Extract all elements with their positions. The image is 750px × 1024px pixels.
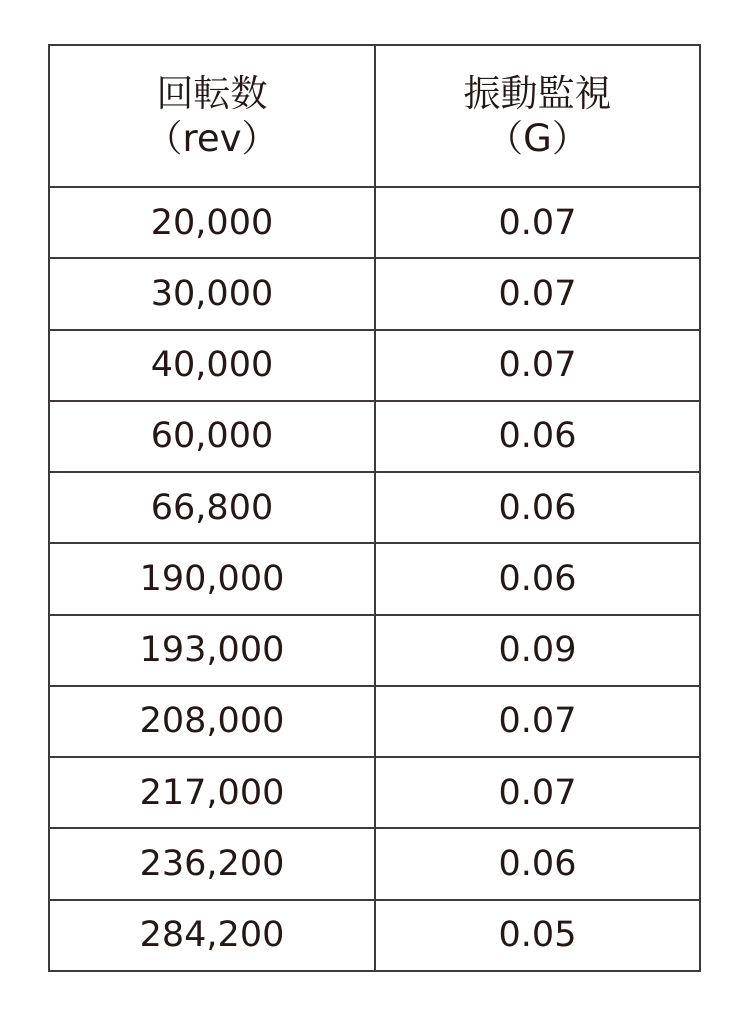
rotation-cell: 284,200: [49, 900, 375, 971]
vibration-cell: 0.07: [375, 757, 700, 828]
header-rotation-count: [49, 45, 375, 187]
header-vibration-title: 振動監視: [463, 71, 612, 115]
rotation-cell: 66,800: [49, 472, 375, 543]
rotation-cell: 208,000: [49, 686, 375, 757]
table-row: [49, 401, 700, 472]
rotation-cell: 30,000: [49, 258, 375, 329]
rotation-cell: 60,000: [49, 401, 375, 472]
rotation-cell: 217,000: [49, 757, 375, 828]
rotation-vibration-table: [48, 44, 701, 972]
header-vibration-unit: （G）: [486, 117, 589, 160]
table-row: [49, 472, 700, 543]
table-row: [49, 187, 700, 258]
table-row: [49, 900, 700, 971]
table-row: [49, 686, 700, 757]
header-vibration-monitor: [375, 45, 700, 187]
vibration-cell: 0.05: [375, 900, 700, 971]
table-row: [49, 258, 700, 329]
header-rotation-title: 回転数: [156, 71, 268, 115]
header-rotation-unit: （rev）: [145, 117, 279, 160]
rotation-cell: 20,000: [49, 187, 375, 258]
rotation-cell: 190,000: [49, 543, 375, 614]
vibration-cell: 0.06: [375, 828, 700, 899]
rotation-cell: 236,200: [49, 828, 375, 899]
rotation-cell: 40,000: [49, 330, 375, 401]
table-row: [49, 828, 700, 899]
vibration-cell: 0.06: [375, 543, 700, 614]
vibration-cell: 0.06: [375, 472, 700, 543]
vibration-cell: 0.07: [375, 258, 700, 329]
header-row: [49, 45, 700, 187]
table-row: [49, 543, 700, 614]
vibration-cell: 0.06: [375, 401, 700, 472]
vibration-cell: 0.07: [375, 686, 700, 757]
table-row: [49, 615, 700, 686]
table-row: [49, 757, 700, 828]
vibration-cell: 0.07: [375, 330, 700, 401]
rotation-cell: 193,000: [49, 615, 375, 686]
vibration-cell: 0.07: [375, 187, 700, 258]
vibration-cell: 0.09: [375, 615, 700, 686]
table-row: [49, 330, 700, 401]
